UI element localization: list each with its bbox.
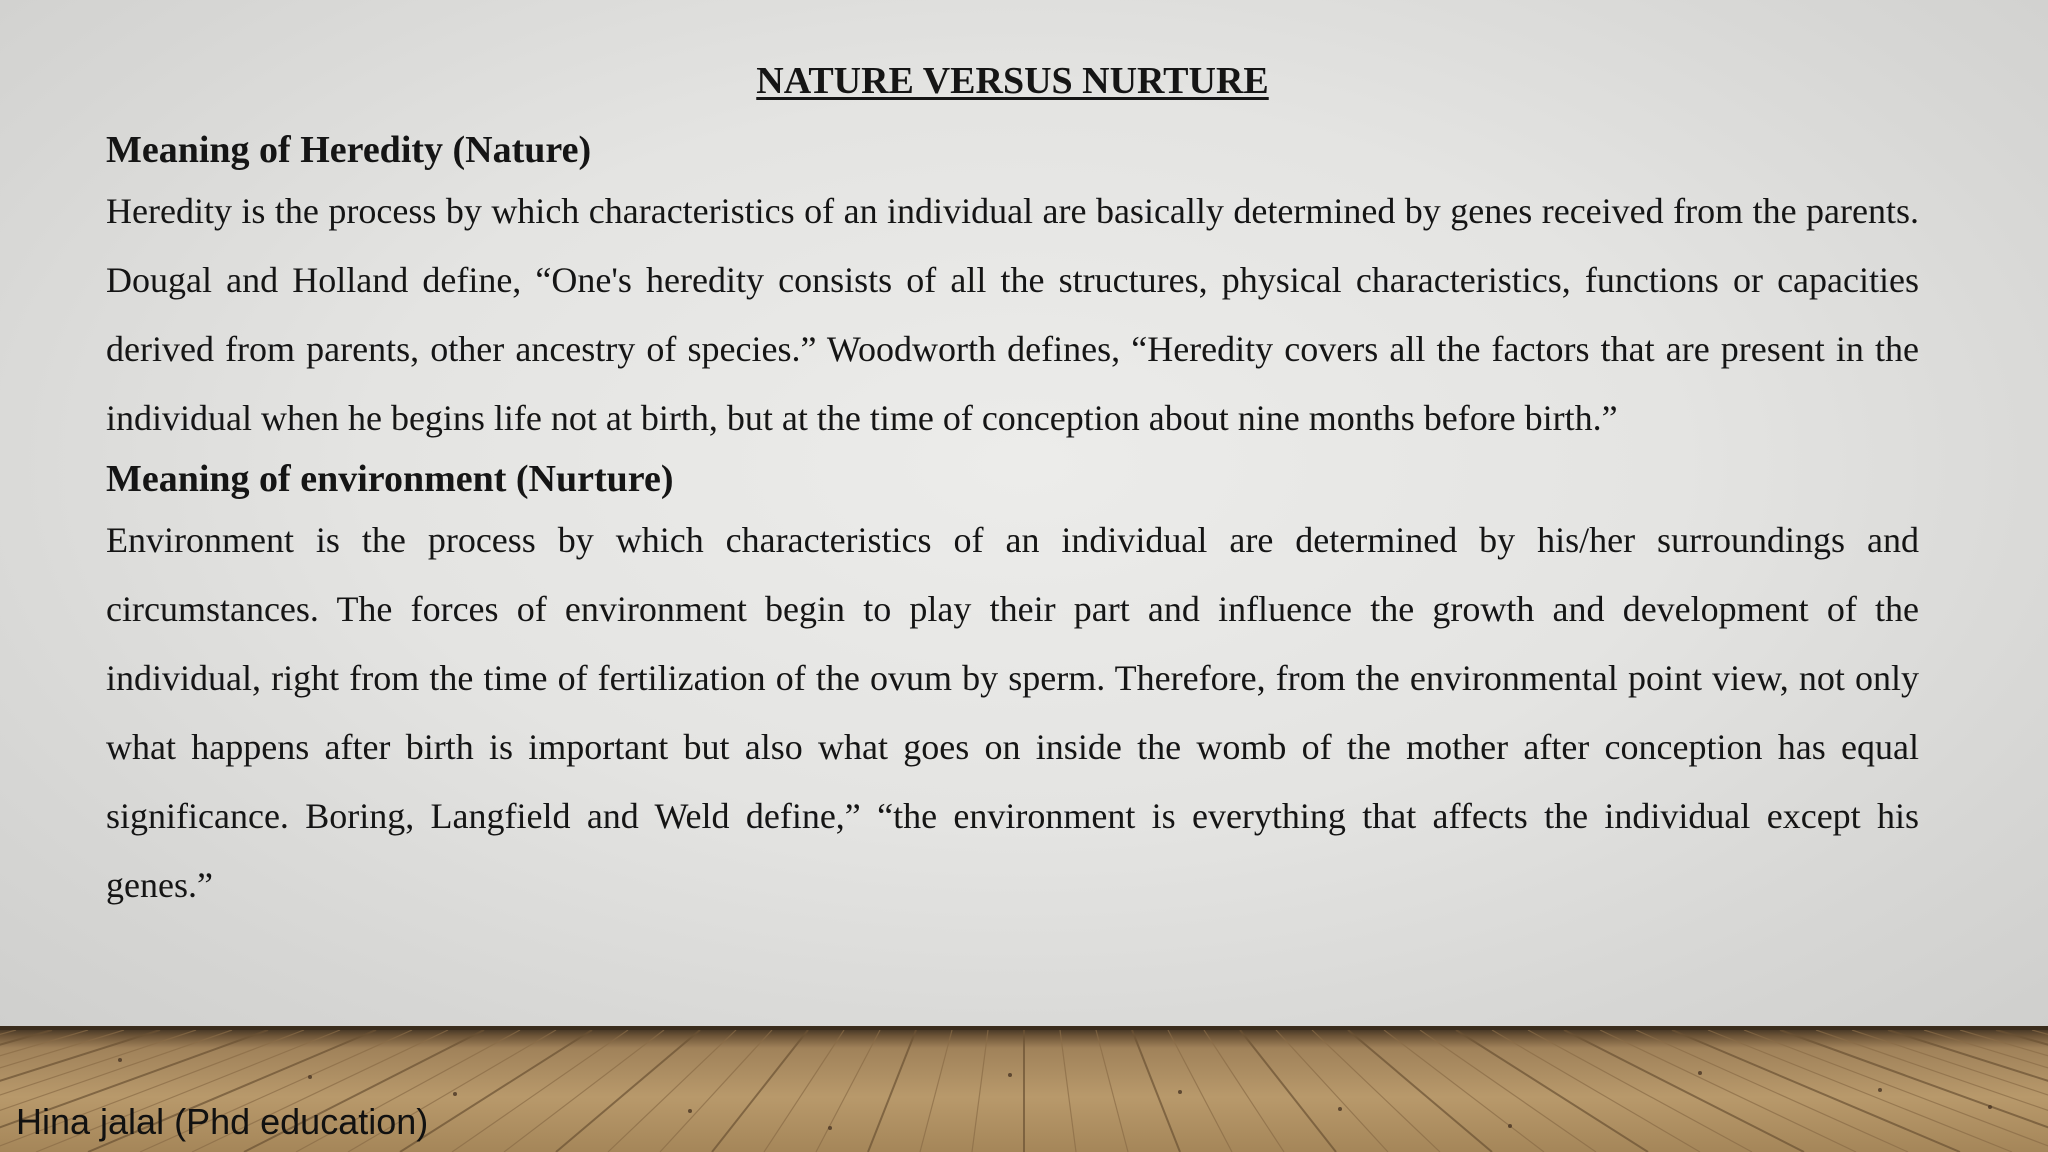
floor-plank-line xyxy=(1708,1030,2012,1152)
slide-title: NATURE VERSUS NURTURE xyxy=(756,60,1269,102)
floor-knot xyxy=(1698,1071,1702,1075)
floor-knot xyxy=(1878,1088,1882,1092)
floor-plank-line xyxy=(1420,1030,1596,1152)
floor-knot xyxy=(453,1092,457,1096)
floor-knot xyxy=(1178,1090,1182,1094)
floor-plank-line xyxy=(1132,1030,1180,1152)
floor-plank-line xyxy=(868,1030,916,1152)
floor-plank-line xyxy=(1204,1030,1284,1152)
floor-plank-line xyxy=(1780,1030,2048,1152)
floor-plank-line xyxy=(1384,1030,1544,1152)
floor-knot xyxy=(1008,1073,1012,1077)
floor-plank-line xyxy=(764,1030,844,1152)
floor-knot xyxy=(688,1109,692,1113)
floor-plank-line xyxy=(1672,1030,1960,1152)
section-heading-environment: Meaning of environment (Nurture) xyxy=(106,458,674,500)
floor-knot xyxy=(1338,1107,1342,1111)
section-heading-heredity: Meaning of Heredity (Nature) xyxy=(106,129,592,171)
floor-plank-line xyxy=(1060,1030,1076,1152)
floor-plank-line xyxy=(1456,1030,1648,1152)
footer-author: Hina jalal (Phd education) xyxy=(16,1101,429,1142)
floor-plank-line xyxy=(504,1030,664,1152)
floor-plank-line xyxy=(1096,1030,1128,1152)
floor-plank-line xyxy=(972,1030,988,1152)
floor-plank-line xyxy=(1744,1030,2048,1152)
floor-plank-line xyxy=(1168,1030,1232,1152)
floor-plank-line xyxy=(920,1030,952,1152)
floor-knot xyxy=(308,1075,312,1079)
floor-plank-line xyxy=(452,1030,628,1152)
floor-plank-line xyxy=(1528,1030,1752,1152)
floor-knot xyxy=(1508,1124,1512,1128)
floor-plank-line xyxy=(1492,1030,1700,1152)
floor-plank-line xyxy=(1240,1030,1336,1152)
floor-plank-line xyxy=(712,1030,808,1152)
slide-content xyxy=(106,55,1919,920)
floor-plank-line xyxy=(816,1030,880,1152)
floor-plank-line xyxy=(400,1030,592,1152)
floor-knot xyxy=(1988,1105,1992,1109)
floor-knot xyxy=(118,1058,122,1062)
section-body-heredity: Heredity is the process by which characteristics of an individual are basically determined by genes received from the parents. Dougal and Holland define, “One's heredity consists of all the structures, physical characteristics, functions or capacities derived from parents, other ancestry of species.” Woodworth defines, “Heredity covers all the factors that are present in the individual when he begins life not at birth, but at the time of conception about nine months before birth.” xyxy=(106,191,1919,438)
floor-plank-line xyxy=(1564,1030,1804,1152)
floor-knot xyxy=(828,1126,832,1130)
section-body-environment: Environment is the process by which characteristics of an individual are determined by his/her surroundings and circumstances. The forces of environment begin to play their part and influence the growth and development of the individual, right from the time of fertilization of the ovum by sperm. Therefore, from the environmental point view, not only what happens after birth is important but also what goes on inside the womb of the mother after conception has equal significance. Boring, Langfield and Weld define,” “the environment is everything that affects the individual except his genes.” xyxy=(106,520,1919,905)
floor-plank-line xyxy=(1816,1030,2048,1152)
